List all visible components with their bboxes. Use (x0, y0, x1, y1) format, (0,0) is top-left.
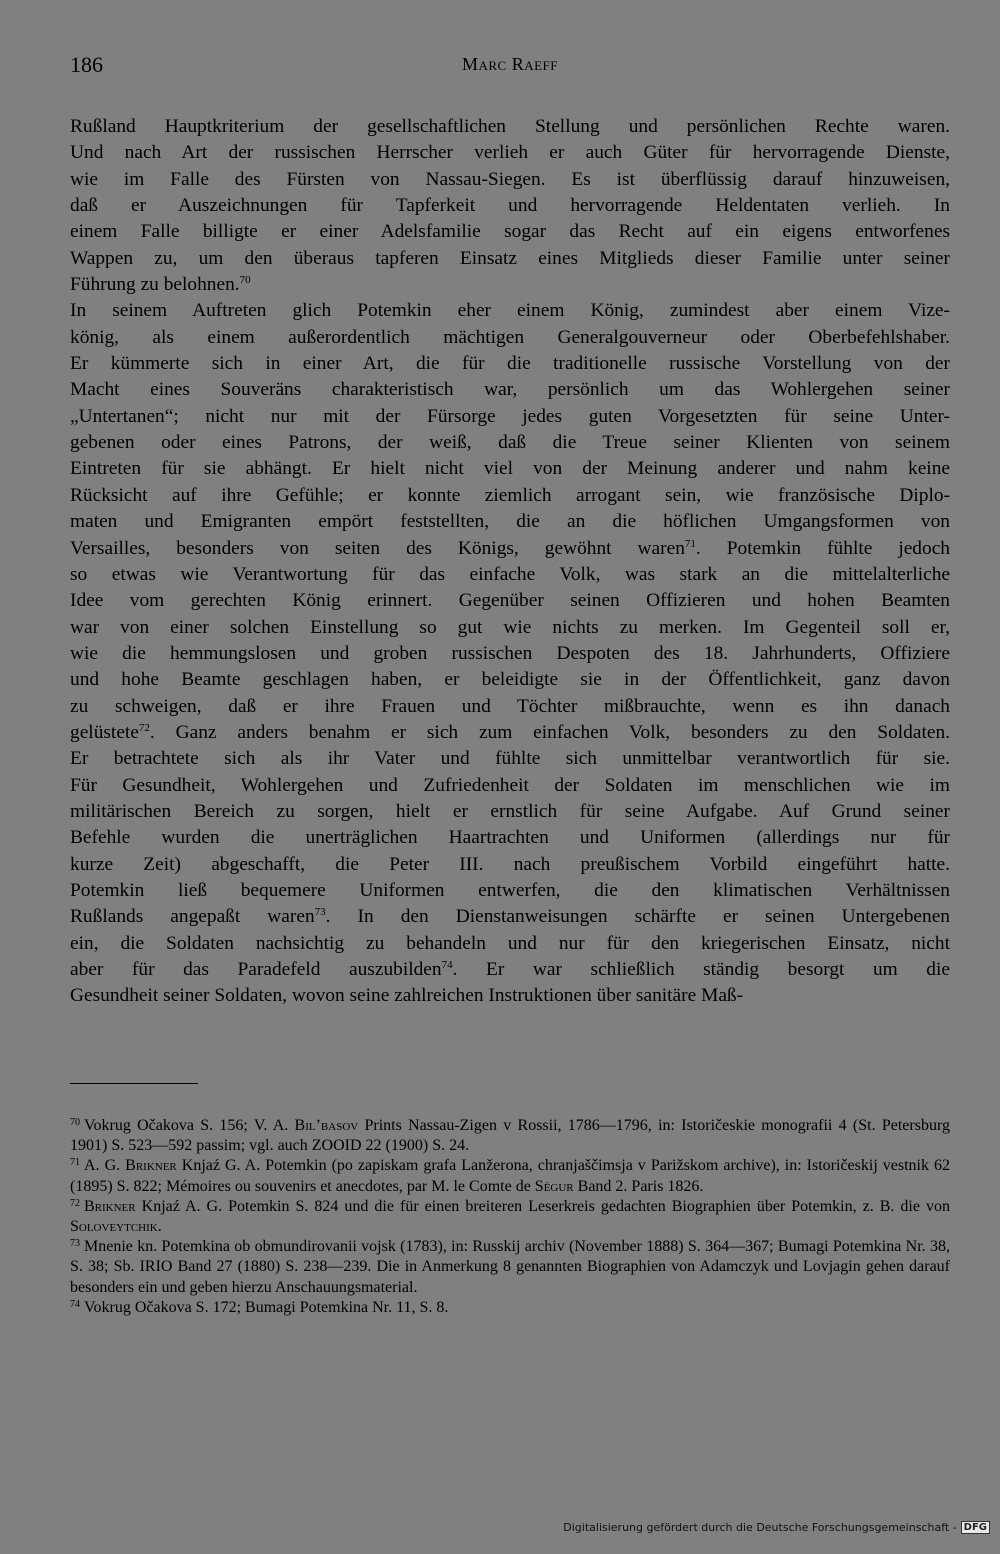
text-segment: Versailles, besonders von seiten des Königs, gewöhnt waren (70, 537, 685, 559)
text-line: Wappen zu, um den überaus tapferen Einsatz eines Mitglieds dieser Familie unter seiner (70, 247, 950, 269)
footnote-number: 71 (70, 1157, 80, 1169)
footnote (70, 1298, 950, 1318)
text-line (70, 957, 950, 983)
footnote-text: Knjaź A. G. Potemkin S. 824 und die für einen breiteren Leserkreis gedachten Biographien über Potemkin, z. B. die von (135, 1197, 950, 1215)
text-line: ein, die Soldaten nachsichtig zu behandeln und nur für den kriegerischen Einsatz, nicht (70, 932, 950, 954)
footnote-text: Vokrug Očakova S. 156; V. A. (84, 1117, 295, 1134)
text-line: Rußland Hauptkriterium der gesellschaftlichen Stellung und persönlichen Rechte waren. (70, 116, 950, 137)
footnote-number: 73 (70, 1238, 80, 1250)
text-line: Gesundheit seiner Soldaten, wovon seine zahlreichen Instruktionen über sanitäre Maß- (70, 985, 744, 1007)
dfg-logo-icon: DFG (961, 1521, 990, 1534)
text-line: und hohe Beamte geschlagen haben, er beleidigte sie in der Öffentlichkeit, ganz davon (70, 669, 950, 691)
footnote (70, 1197, 950, 1237)
text-segment: . In den Dienstanweisungen schärfte er seinen Untergebenen (325, 906, 950, 928)
running-head: Marc Raeff (461, 54, 559, 74)
footnote-author: Brikner (125, 1157, 177, 1175)
text-line: Und nach Art der russischen Herrscher verlieh er auch Güter für hervorragende Dienste, (70, 142, 950, 164)
text-segment: gelüstete (70, 721, 139, 743)
text-segment: Rußlands angepaßt waren (70, 906, 315, 928)
footnote-author: Brikner (84, 1197, 136, 1215)
footnote-ref: 72 (138, 721, 150, 734)
footnotes (70, 1116, 950, 1318)
text-line: zu schweigen, daß er ihre Frauen und Töchter mißbrauchte, wenn es ihn danach (70, 695, 950, 717)
text-segment: . Er war schließlich ständig besorgt um die (452, 959, 950, 980)
footer-text: Digitalisierung gefördert durch die Deutsche Forschungsgemeinschaft - (563, 1521, 957, 1534)
text-line: maten und Emigranten empört feststellten, die an die höflichen Umgangsformen von (70, 511, 950, 533)
text-segment: . Potemkin fühlte jedoch (695, 537, 951, 559)
page-header (70, 52, 950, 84)
footnote-text: Knjaź G. A. Potemkin (po zapiskam grafa Lanžerona, chranjaščimsja v Parižskom archive), in: Istoričeskij vestnik 62 (1895) S. 822; Mémoires ou souvenirs et anecdotes, par M. le Comte de (70, 1157, 951, 1195)
text-line: kurze Zeit) abgeschafft, die Peter III. nach preußischem Vorbild eingeführt hatte. (70, 853, 950, 875)
text-segment: . Ganz anders benahm er sich zum einfachen Volk, besonders zu den Soldaten. (149, 721, 950, 743)
footnote-text: Mnenie kn. Potemkina ob obmundirovanii vojsk (1783), in: Russkij archiv (November 1888) S. 364—367; Bumagi Potemkina Nr. 38, S. 38; Sb. IRIO Band 27 (1880) S. 238—239. Die in Anmerkung 8 genannten Biographien von Adamczyk und Lovjagin gehen darauf besonders ein und geben hierzu Anschauungsmaterial. (70, 1238, 950, 1296)
text-line: militärischen Bereich zu sorgen, hielt er ernstlich für seine Aufgabe. Auf Grund seiner (70, 800, 950, 822)
footnote-number: 72 (70, 1197, 80, 1209)
text-line: In seinem Auftreten glich Potemkin eher einem König, zumindest aber einem Vize- (70, 300, 950, 322)
footnote-separator (70, 1083, 198, 1084)
body-text (70, 114, 950, 1010)
text-line: Für Gesundheit, Wohlergehen und Zufriedenheit der Soldaten im menschlichen wie im (70, 774, 950, 796)
footnote-text: A. G. (84, 1157, 126, 1175)
text-line: Macht eines Souveräns charakteristisch war, persönlich um das Wohlergehen seiner (70, 379, 950, 401)
footnote-text: Band 2. Paris 1826. (573, 1177, 704, 1195)
text-line: „Untertanen“; nicht nur mit der Fürsorge jedes guten Vorgesetzten für seine Unter- (70, 405, 950, 427)
footnote-ref: 70 (239, 274, 251, 287)
footnote-text: . (157, 1218, 162, 1236)
text-line: könig, als einem außerordentlich mächtigen Generalgouverneur oder Oberbefehlshaber. (70, 326, 950, 348)
text-line: Idee vom gerechten König erinnert. Gegenüber seinen Offizieren und hohen Beamten (70, 590, 950, 612)
text-line: Er betrachtete sich als ihr Vater und fühlte sich unmittelbar verantwortlich für sie. (70, 748, 950, 770)
text-line: Rücksicht auf ihre Gefühle; er konnte ziemlich arrogant sein, wie französische Diplo- (70, 484, 950, 506)
text-line (70, 272, 950, 298)
text-line: war von einer solchen Einstellung so gut wie nichts zu merken. Im Gegenteil soll er, (70, 616, 950, 638)
footnote-author: Soloveytchik (70, 1218, 158, 1236)
footnote-number: 74 (70, 1298, 80, 1310)
page-footer (563, 1521, 990, 1534)
text-line: einem Falle billigte er einer Adelsfamilie sogar das Recht auf ein eigens entworfenes (70, 221, 950, 243)
text-line (70, 536, 950, 562)
footnote-text: Prints Nassau-Zigen v Rossii, 1786—1796, in: Istoričeskie monografii 4 (St. Petersburg 1901) S. 523—592 passim; vgl. auch ZOOID 22 (1900) S. 24. (70, 1117, 950, 1155)
footnote (70, 1237, 950, 1298)
text-line: Eintreten für sie abhängt. Er hielt nicht viel von der Meinung anderer und nahm keine (70, 458, 950, 480)
footnote-author: Ségur (534, 1177, 574, 1195)
text-segment: aber für das Paradefeld auszubilden (70, 959, 442, 980)
text-line: wie im Falle des Fürsten von Nassau-Siegen. Es ist überflüssig darauf hinzuweisen, (70, 168, 950, 190)
footnote-text: Vokrug Očakova S. 172; Bumagi Potemkina Nr. 11, S. 8. (84, 1298, 449, 1316)
text-line: daß er Auszeichnungen für Tapferkeit und hervorragende Heldentaten verlieh. In (70, 195, 950, 217)
footnote-number: 70 (70, 1117, 80, 1128)
text-line (70, 720, 950, 746)
text-line: gebenen oder eines Patrons, der weiß, daß die Treue seiner Klienten von seinem (70, 432, 950, 454)
text-line: Befehle wurden die unerträglichen Haartrachten und Uniformen (allerdings nur für (70, 827, 950, 849)
text-segment: Führung zu belohnen. (70, 274, 240, 296)
text-line: Er kümmerte sich in einer Art, die für die traditionelle russische Vorstellung von der (70, 353, 950, 375)
text-line: Potemkin ließ bequemere Uniformen entwerfen, die den klimatischen Verhältnissen (70, 879, 950, 901)
footnote-ref: 73 (314, 906, 326, 919)
text-line: so etwas wie Verantwortung für das einfache Volk, was stark an die mittelalterliche (70, 563, 950, 585)
page-number: 186 (70, 52, 103, 77)
footnote (70, 1116, 950, 1156)
footnote (70, 1156, 950, 1196)
footnote-ref: 71 (684, 537, 696, 550)
footnote-author: Bil’basov (294, 1117, 359, 1134)
footnote-ref: 74 (441, 959, 453, 971)
text-line (70, 904, 950, 930)
text-line: wie die hemmungslosen und groben russischen Despoten des 18. Jahrhunderts, Offiziere (70, 642, 950, 664)
